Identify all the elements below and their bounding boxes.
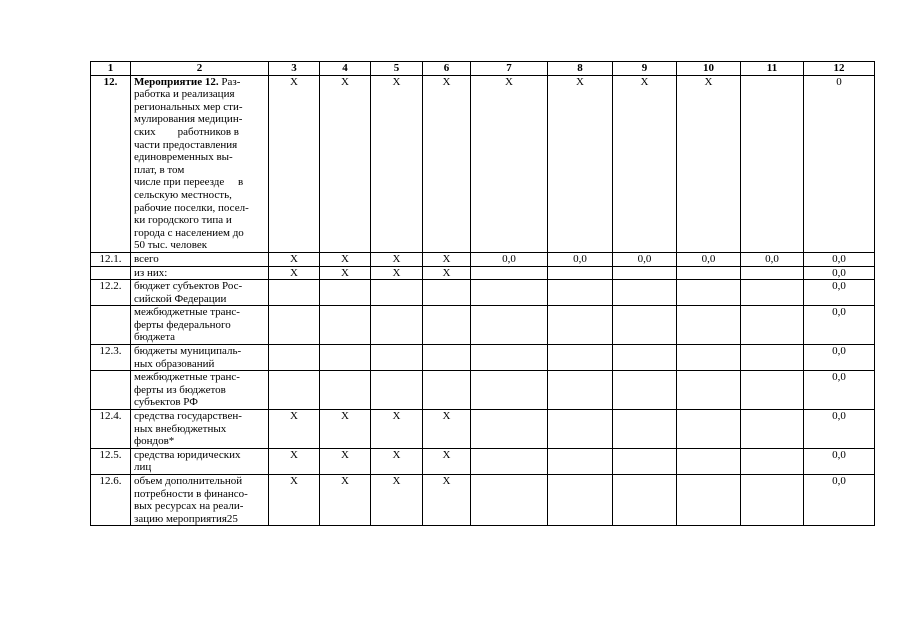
funding-table	[90, 61, 875, 526]
description-line: из них:	[134, 266, 168, 279]
row-description	[131, 371, 269, 410]
row-description	[131, 252, 269, 266]
header-cell-8: 8	[548, 62, 613, 76]
header-cell-1: 1	[91, 62, 131, 76]
cell-col-9	[613, 345, 677, 371]
description-line: ных внебюджетных	[134, 422, 227, 435]
row-number: 12.2.	[91, 280, 131, 306]
description-line: плат, в том	[134, 163, 185, 176]
cell-col-9	[613, 475, 677, 526]
cell-col-4: X	[320, 475, 371, 526]
cell-col-11	[741, 75, 804, 252]
cell-col-7	[471, 266, 548, 280]
description-line: межбюджетные транс-	[134, 306, 240, 319]
cell-col-9	[613, 306, 677, 345]
header-cell-2: 2	[131, 62, 269, 76]
cell-col-12: 0	[804, 75, 875, 252]
description-line: всего	[134, 252, 159, 265]
header-cell-4: 4	[320, 62, 371, 76]
cell-col-5: X	[371, 475, 423, 526]
cell-col-5: X	[371, 448, 423, 474]
cell-col-12: 0,0	[804, 280, 875, 306]
cell-col-10	[677, 345, 741, 371]
cell-col-7	[471, 280, 548, 306]
description-line: ферты федерального	[134, 318, 231, 331]
description-line: средства государствен-	[134, 410, 242, 423]
cell-col-4	[320, 345, 371, 371]
header-cell-5: 5	[371, 62, 423, 76]
cell-col-11	[741, 475, 804, 526]
cell-col-10	[677, 306, 741, 345]
row-number	[91, 306, 131, 345]
row-number	[91, 266, 131, 280]
cell-col-4: X	[320, 266, 371, 280]
cell-col-12: 0,0	[804, 448, 875, 474]
cell-col-5: X	[371, 410, 423, 449]
header-cell-10: 10	[677, 62, 741, 76]
cell-col-11	[741, 345, 804, 371]
cell-col-6: X	[423, 475, 471, 526]
cell-col-10	[677, 280, 741, 306]
cell-col-7	[471, 306, 548, 345]
description-line: региональных мер сти-	[134, 100, 243, 113]
description-line: города с населением до	[134, 226, 244, 239]
cell-col-11	[741, 371, 804, 410]
header-cell-6: 6	[423, 62, 471, 76]
cell-col-4	[320, 371, 371, 410]
description-line: лиц	[134, 461, 152, 474]
cell-col-8	[548, 280, 613, 306]
row-description	[131, 475, 269, 526]
table-row	[91, 280, 875, 306]
header-cell-9: 9	[613, 62, 677, 76]
cell-col-10	[677, 266, 741, 280]
cell-col-11: 0,0	[741, 252, 804, 266]
description-line: числе при переезде в	[134, 176, 244, 189]
cell-col-10	[677, 475, 741, 526]
cell-col-5: X	[371, 266, 423, 280]
cell-col-8: 0,0	[548, 252, 613, 266]
cell-col-12: 0,0	[804, 345, 875, 371]
cell-col-7: 0,0	[471, 252, 548, 266]
description-line: ских работников в	[134, 125, 239, 138]
description-line: бюджет субъектов Рос-	[134, 280, 243, 293]
cell-col-12: 0,0	[804, 410, 875, 449]
row-number: 12.6.	[91, 475, 131, 526]
row-number: 12.5.	[91, 448, 131, 474]
cell-col-6: X	[423, 266, 471, 280]
cell-col-7: X	[471, 75, 548, 252]
row-number	[91, 371, 131, 410]
table-row	[91, 345, 875, 371]
cell-col-9	[613, 266, 677, 280]
cell-col-9: 0,0	[613, 252, 677, 266]
cell-col-7	[471, 371, 548, 410]
description-line: бюджеты муниципаль-	[134, 345, 242, 358]
description-line: мулирования медицин-	[134, 113, 243, 126]
cell-col-9	[613, 371, 677, 410]
description-line: ферты из бюджетов	[134, 383, 226, 396]
cell-col-3: X	[269, 475, 320, 526]
description-line: вых ресурсах на реали-	[134, 500, 244, 513]
cell-col-10	[677, 448, 741, 474]
cell-col-3	[269, 280, 320, 306]
cell-col-3	[269, 306, 320, 345]
cell-col-8	[548, 475, 613, 526]
table-row	[91, 306, 875, 345]
cell-col-3: X	[269, 75, 320, 252]
description-line: объем дополнительной	[134, 475, 243, 487]
cell-col-11	[741, 266, 804, 280]
cell-col-8	[548, 345, 613, 371]
cell-col-12: 0,0	[804, 252, 875, 266]
cell-col-5	[371, 371, 423, 410]
cell-col-4: X	[320, 252, 371, 266]
cell-col-5	[371, 280, 423, 306]
description-line: средства юридических	[134, 448, 241, 461]
description-line: бюджета	[134, 331, 176, 344]
cell-col-3	[269, 345, 320, 371]
cell-col-8: X	[548, 75, 613, 252]
cell-col-12: 0,0	[804, 371, 875, 410]
cell-col-8	[548, 266, 613, 280]
cell-col-4	[320, 280, 371, 306]
cell-col-8	[548, 448, 613, 474]
row-number: 12.	[91, 75, 131, 252]
cell-col-10	[677, 371, 741, 410]
row-description	[131, 280, 269, 306]
row-description	[131, 410, 269, 449]
table-row	[91, 252, 875, 266]
header-cell-3: 3	[269, 62, 320, 76]
cell-col-4: X	[320, 448, 371, 474]
cell-col-3: X	[269, 252, 320, 266]
row-description	[131, 75, 269, 252]
row-number: 12.1.	[91, 252, 131, 266]
measure-title: Мероприятие 12.	[134, 75, 219, 88]
table-row	[91, 448, 875, 474]
cell-col-7	[471, 475, 548, 526]
description-line: субъектов РФ	[134, 396, 198, 409]
description-line: потребности в финансо-	[134, 487, 248, 500]
cell-col-3: X	[269, 410, 320, 449]
cell-col-4: X	[320, 410, 371, 449]
description-line: ки городского типа и	[134, 214, 232, 227]
cell-col-9	[613, 410, 677, 449]
cell-col-5	[371, 345, 423, 371]
cell-col-11	[741, 280, 804, 306]
row-number: 12.3.	[91, 345, 131, 371]
cell-col-6	[423, 306, 471, 345]
table-row	[91, 75, 875, 252]
cell-col-11	[741, 448, 804, 474]
description-line: части предоставления	[134, 138, 238, 151]
cell-col-5: X	[371, 75, 423, 252]
cell-col-6: X	[423, 252, 471, 266]
cell-col-7	[471, 345, 548, 371]
cell-col-3	[269, 371, 320, 410]
cell-col-6: X	[423, 410, 471, 449]
table-row	[91, 475, 875, 526]
cell-col-8	[548, 306, 613, 345]
cell-col-8	[548, 371, 613, 410]
cell-col-10: 0,0	[677, 252, 741, 266]
cell-col-6	[423, 345, 471, 371]
header-row	[91, 62, 875, 76]
description-line: Раз-	[221, 75, 241, 88]
cell-col-4: X	[320, 75, 371, 252]
cell-col-9	[613, 280, 677, 306]
table-row	[91, 266, 875, 280]
cell-col-6: X	[423, 75, 471, 252]
cell-col-8	[548, 410, 613, 449]
description-line: 50 тыс. человек	[134, 239, 208, 252]
header-cell-12: 12	[804, 62, 875, 76]
cell-col-7	[471, 410, 548, 449]
cell-col-6	[423, 280, 471, 306]
table-row	[91, 371, 875, 410]
cell-col-3: X	[269, 448, 320, 474]
row-description	[131, 306, 269, 345]
description-line: единовременных вы-	[134, 151, 233, 164]
cell-col-10	[677, 410, 741, 449]
description-line: ных образований	[134, 357, 215, 370]
row-description	[131, 448, 269, 474]
cell-col-7	[471, 448, 548, 474]
cell-col-12: 0,0	[804, 266, 875, 280]
description-line: фондов*	[134, 435, 175, 448]
cell-col-4	[320, 306, 371, 345]
row-description	[131, 266, 269, 280]
description-line: межбюджетные транс-	[134, 371, 240, 384]
cell-col-9	[613, 448, 677, 474]
row-description	[131, 345, 269, 371]
table-body	[91, 75, 875, 526]
header-cell-11: 11	[741, 62, 804, 76]
cell-col-5: X	[371, 252, 423, 266]
cell-col-6	[423, 371, 471, 410]
description-line: рабочие поселки, посел-	[134, 201, 249, 214]
cell-col-11	[741, 306, 804, 345]
cell-col-10: X	[677, 75, 741, 252]
cell-col-9: X	[613, 75, 677, 252]
description-line: работка и реализация	[134, 88, 235, 101]
description-line: сийской Федерации	[134, 292, 227, 305]
cell-col-11	[741, 410, 804, 449]
header-cell-7: 7	[471, 62, 548, 76]
cell-col-12: 0,0	[804, 306, 875, 345]
table-row	[91, 410, 875, 449]
description-line: зацию мероприятия25	[134, 512, 238, 525]
cell-col-5	[371, 306, 423, 345]
cell-col-3: X	[269, 266, 320, 280]
cell-col-12: 0,0	[804, 475, 875, 526]
row-number: 12.4.	[91, 410, 131, 449]
description-line: сельскую местность,	[134, 188, 232, 201]
cell-col-6: X	[423, 448, 471, 474]
